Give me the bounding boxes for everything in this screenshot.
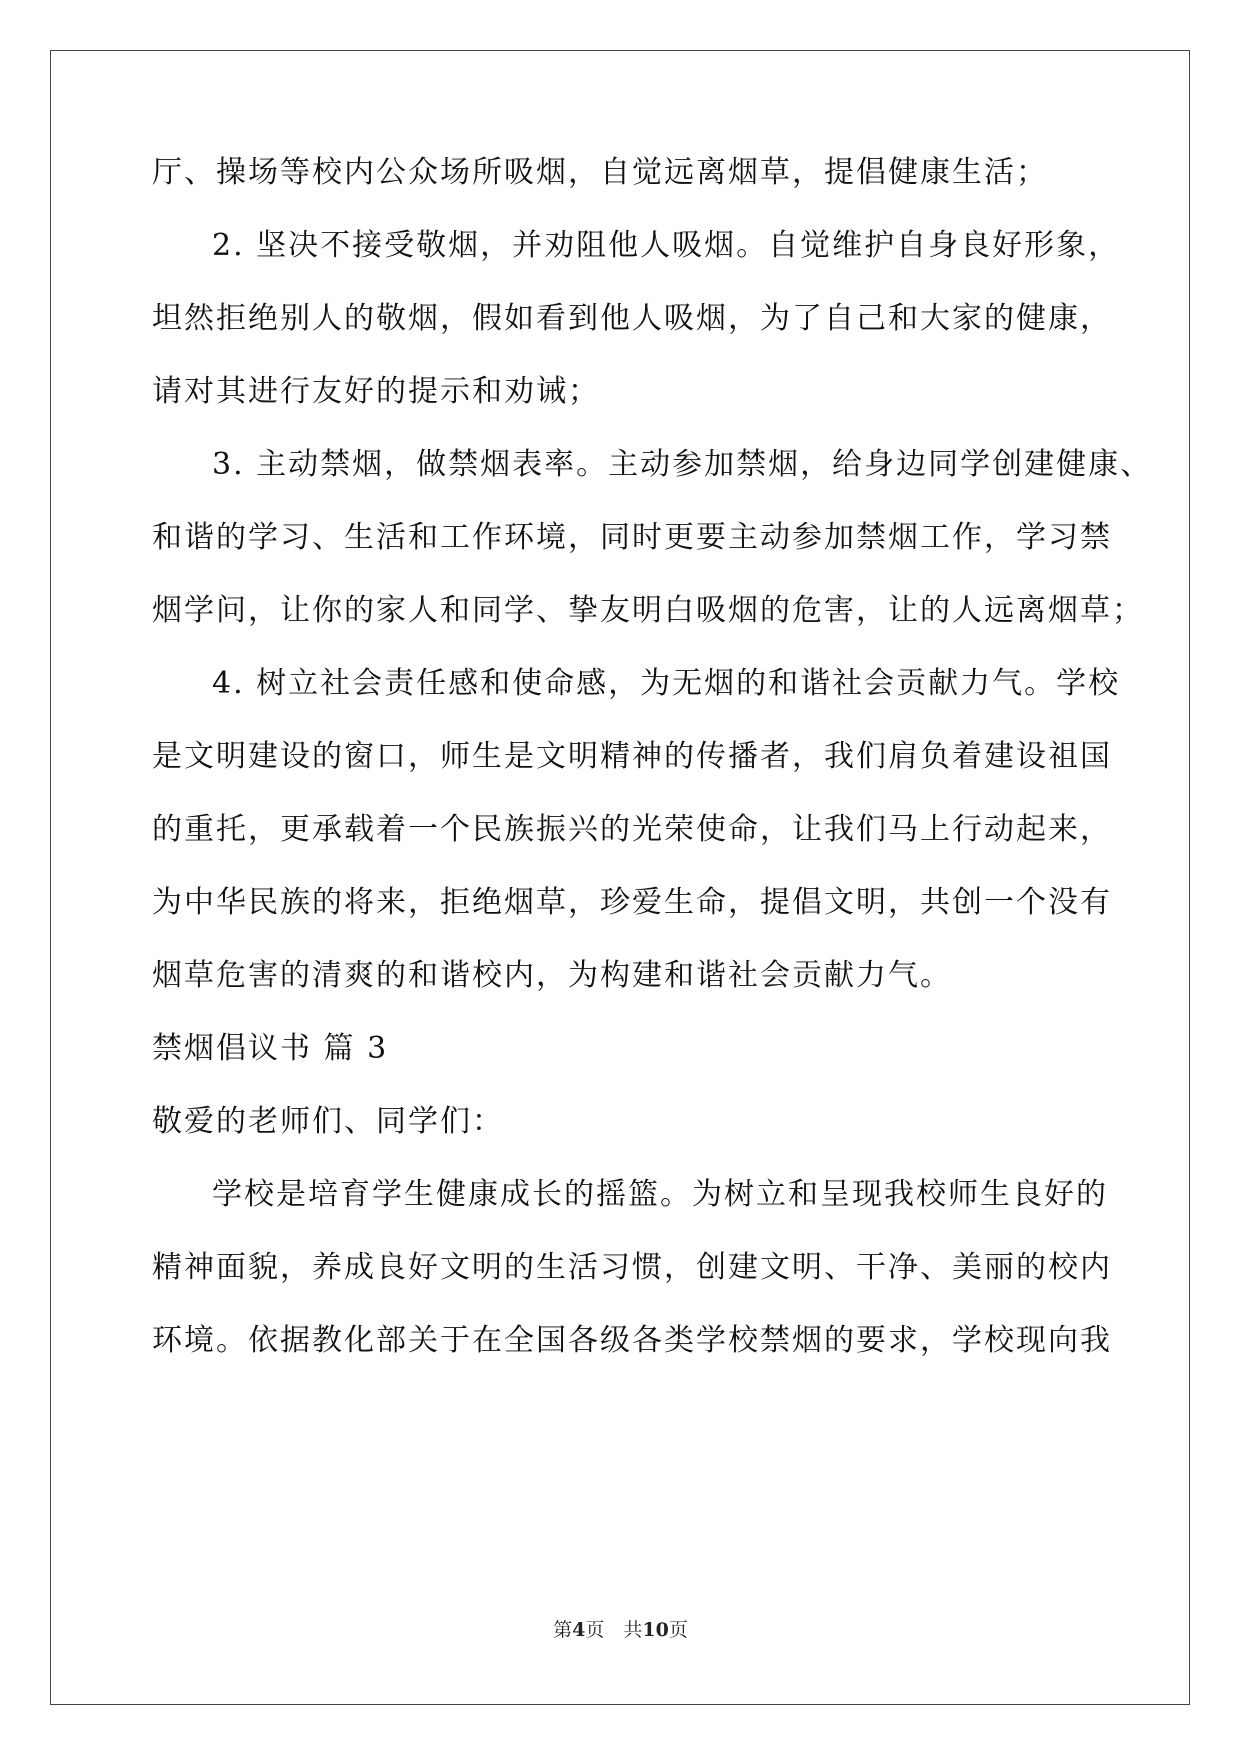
footer-suffix: 页 [668, 1619, 688, 1641]
body-line-11: 为中华民族的将来，拒绝烟草，珍爱生命，提倡文明，共创一个没有 [152, 885, 1112, 920]
body-line-16: 精神面貌，养成良好文明的生活习惯，创建文明、干净、美丽的校内 [152, 1250, 1112, 1285]
body-line-2: 2. 坚决不接受敬烟，并劝阻他人吸烟。自觉维护自身良好形象， [212, 228, 1121, 263]
body-line-5: 3. 主动禁烟，做禁烟表率。主动参加禁烟，给身边同学创建健康、 [212, 447, 1153, 482]
body-line-17: 环境。依据教化部关于在全国各级各类学校禁烟的要求，学校现向我 [152, 1323, 1112, 1358]
body-line-10: 的重托，更承载着一个民族振兴的光荣使命，让我们马上行动起来， [152, 812, 1112, 847]
body-line-9: 是文明建设的窗口，师生是文明精神的传播者，我们肩负着建设祖国 [152, 739, 1112, 774]
body-line-15: 学校是培育学生健康成长的摇篮。为树立和呈现我校师生良好的 [212, 1177, 1108, 1212]
body-line-4: 请对其进行友好的提示和劝诫； [152, 374, 600, 409]
body-line-12: 烟草危害的清爽的和谐校内，为构建和谐社会贡献力气。 [152, 958, 952, 993]
footer-prefix: 第 [553, 1619, 573, 1641]
body-line-8: 4. 树立社会责任感和使命感，为无烟的和谐社会贡献力气。学校 [212, 666, 1121, 701]
body-line-3: 坦然拒绝别人的敬烟，假如看到他人吸烟，为了自己和大家的健康， [152, 301, 1112, 336]
footer-total-pages: 10 [642, 1619, 669, 1641]
body-line-7: 烟学问，让你的家人和同学、挚友明白吸烟的危害，让的人远离烟草； [152, 593, 1144, 628]
section-heading: 禁烟倡议书 篇 3 [152, 1031, 389, 1066]
body-line-6: 和谐的学习、生活和工作环境，同时更要主动参加禁烟工作，学习禁 [152, 520, 1112, 555]
footer-middle: 页 共 [585, 1619, 643, 1641]
page-footer [0, 1618, 1241, 1642]
salutation: 敬爱的老师们、同学们： [152, 1104, 504, 1139]
footer-page-number: 4 [572, 1619, 586, 1641]
body-line-1: 厅、操场等校内公众场所吸烟，自觉远离烟草，提倡健康生活； [152, 155, 1048, 190]
